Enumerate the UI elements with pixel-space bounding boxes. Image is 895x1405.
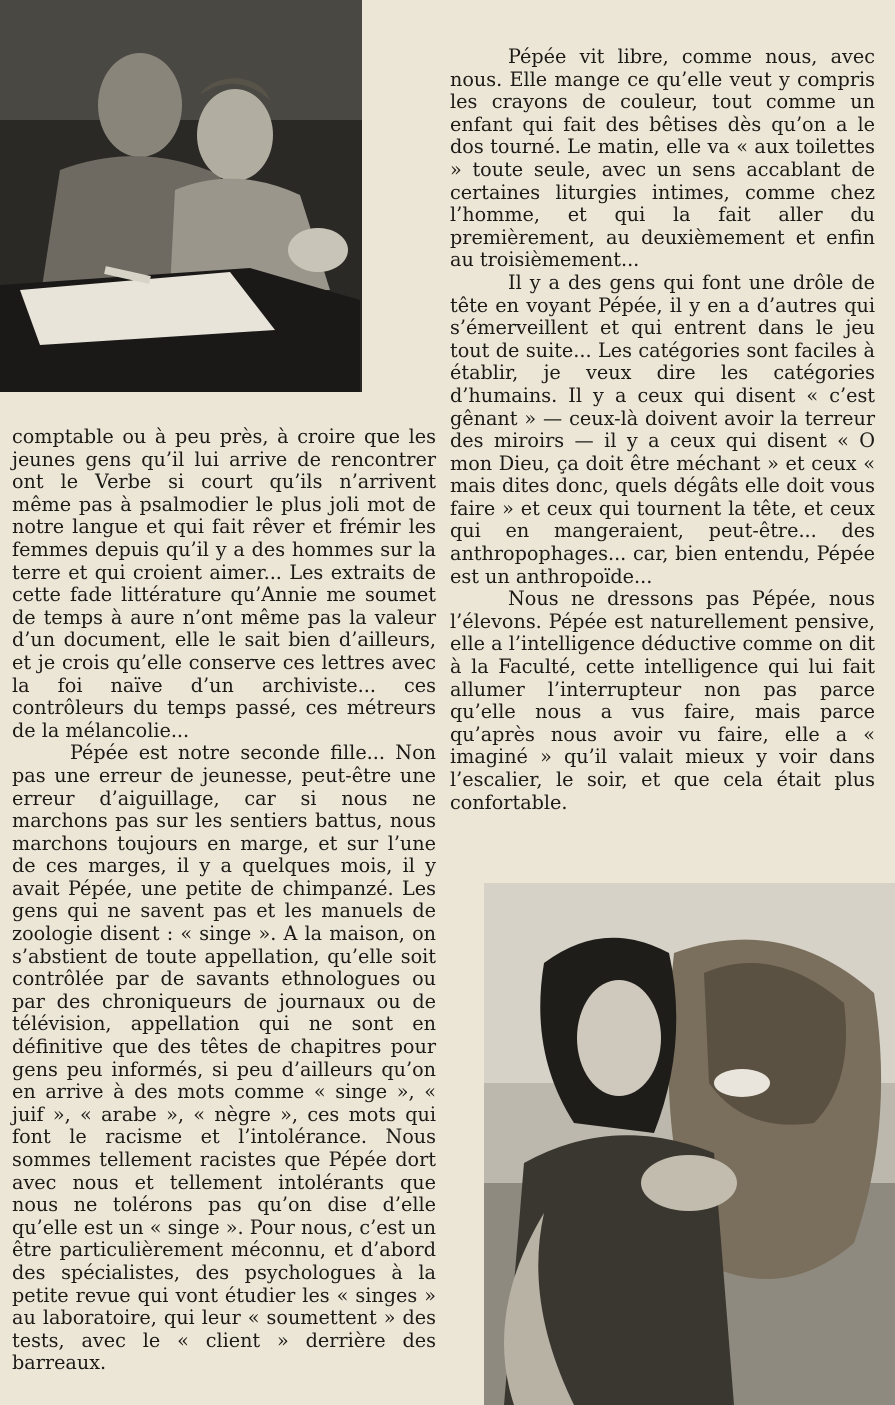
man-and-woman-image bbox=[0, 0, 362, 392]
left-text-column bbox=[12, 426, 436, 1375]
right-paragraph-1: Pépée vit libre, comme nous, avec nous. Elle mange ce qu’elle veut y compris les crayons de couleur, tout comme un enfant qui fait des bêtises dès qu’on a le dos tourné. Le matin, elle va « aux toilettes » toute seule, avec un sens accablant de certaines liturgies intimes, comme chez l’homme, et qui la fait aller du premièrement, au deuxièmement et enfin au troisièmement... bbox=[450, 45, 875, 272]
bottom-photo bbox=[484, 883, 895, 1405]
top-photo bbox=[0, 0, 362, 392]
left-paragraph-1: comptable ou à peu près, à croire que les jeunes gens qu’il lui arrive de rencontrer ont le Verbe si court qu’ils n’arrivent même pas à psalmodier le plus joli mot de notre langue et qui fait rêver et frémir les femmes depuis qu’il y a des hommes sur la terre et qui croient aimer... Les extraits de cette fade littérature qu’Annie me soumet de temps à aure n’ont même pas la valeur d’un document, elle le sait bien d’ailleurs, et je crois qu’elle conserve ces lettres avec la foi naïve d’un archiviste... ces contrôleurs du temps passé, ces métreurs de la mélancolie... bbox=[12, 425, 436, 742]
left-paragraph-2: Pépée est notre seconde fille... Non pas une erreur de jeunesse, peut-être une erreur d’aiguillage, car si nous ne marchons pas sur les sentiers battus, nous marchons toujours en marge, et sur l’une de ces marges, il y a quelques mois, il y avait Pépée, une petite de chimpanzé. Les gens qui ne savent pas et les manuels de zoologie disent : « singe ». A la maison, on s’abstient de toute appellation, qu’elle soit contrôlée par de savants ethnologues ou par des chroniqueurs de journaux ou de télévision, appellation qui ne sont en définitive que des têtes de chapitres pour gens peu informés, si peu d’ailleurs qu’on en arrive à des mots comme « singe », « juif », « arabe », « nègre », ces mots qui font le racisme et l’intolérance. Nous sommes tellement racistes que Pépée dort avec nous et tellement intolérants que nous ne tolérons pas qu’on dise d’elle qu’elle est un « singe ». Pour nous, c’est un être particulièrement méconnu, et d’abord des spécialistes, des psychologues à la petite revue qui vont étudier les « singes » au laboratoire, qui leur « soumettent » des tests, avec le « client » derrière des barreaux. bbox=[12, 741, 436, 1375]
right-paragraph-2: Il y a des gens qui font une drôle de tête en voyant Pépée, il y en a d’autres qui s’émerveillent et qui entrent dans le jeu tout de suite... Les catégories sont faciles à établir, je veux dire les catégories d’humains. Il y a ceux qui disent « c’est gênant » — ceux-là doivent avoir la terreur des miroirs — il y a ceux qui disent « O mon Dieu, ça doit être méchant » et ceux « mais dites donc, quels dégâts elle doit vous faire » et ceux qui tournent la tête, et ceux qui en mangeraient, peut-être... des anthropophages... car, bien entendu, Pépée est un anthropoïde... bbox=[450, 270, 875, 588]
right-text-column bbox=[450, 46, 875, 814]
woman-and-dog-image bbox=[484, 883, 895, 1405]
right-paragraph-3: Nous ne dressons pas Pépée, nous l’élevons. Pépée est naturellement pensive, elle a l’intelligence déductive comme on dit à la Faculté, cette intelligence qui lui fait allumer l’interrupteur non pas parce qu’elle nous a vus faire, mais parce qu’après nous avoir vu faire, elle a « imaginé » qu’il valait mieux y voir dans l’escalier, le soir, et que cela était plus confortable. bbox=[450, 587, 875, 814]
